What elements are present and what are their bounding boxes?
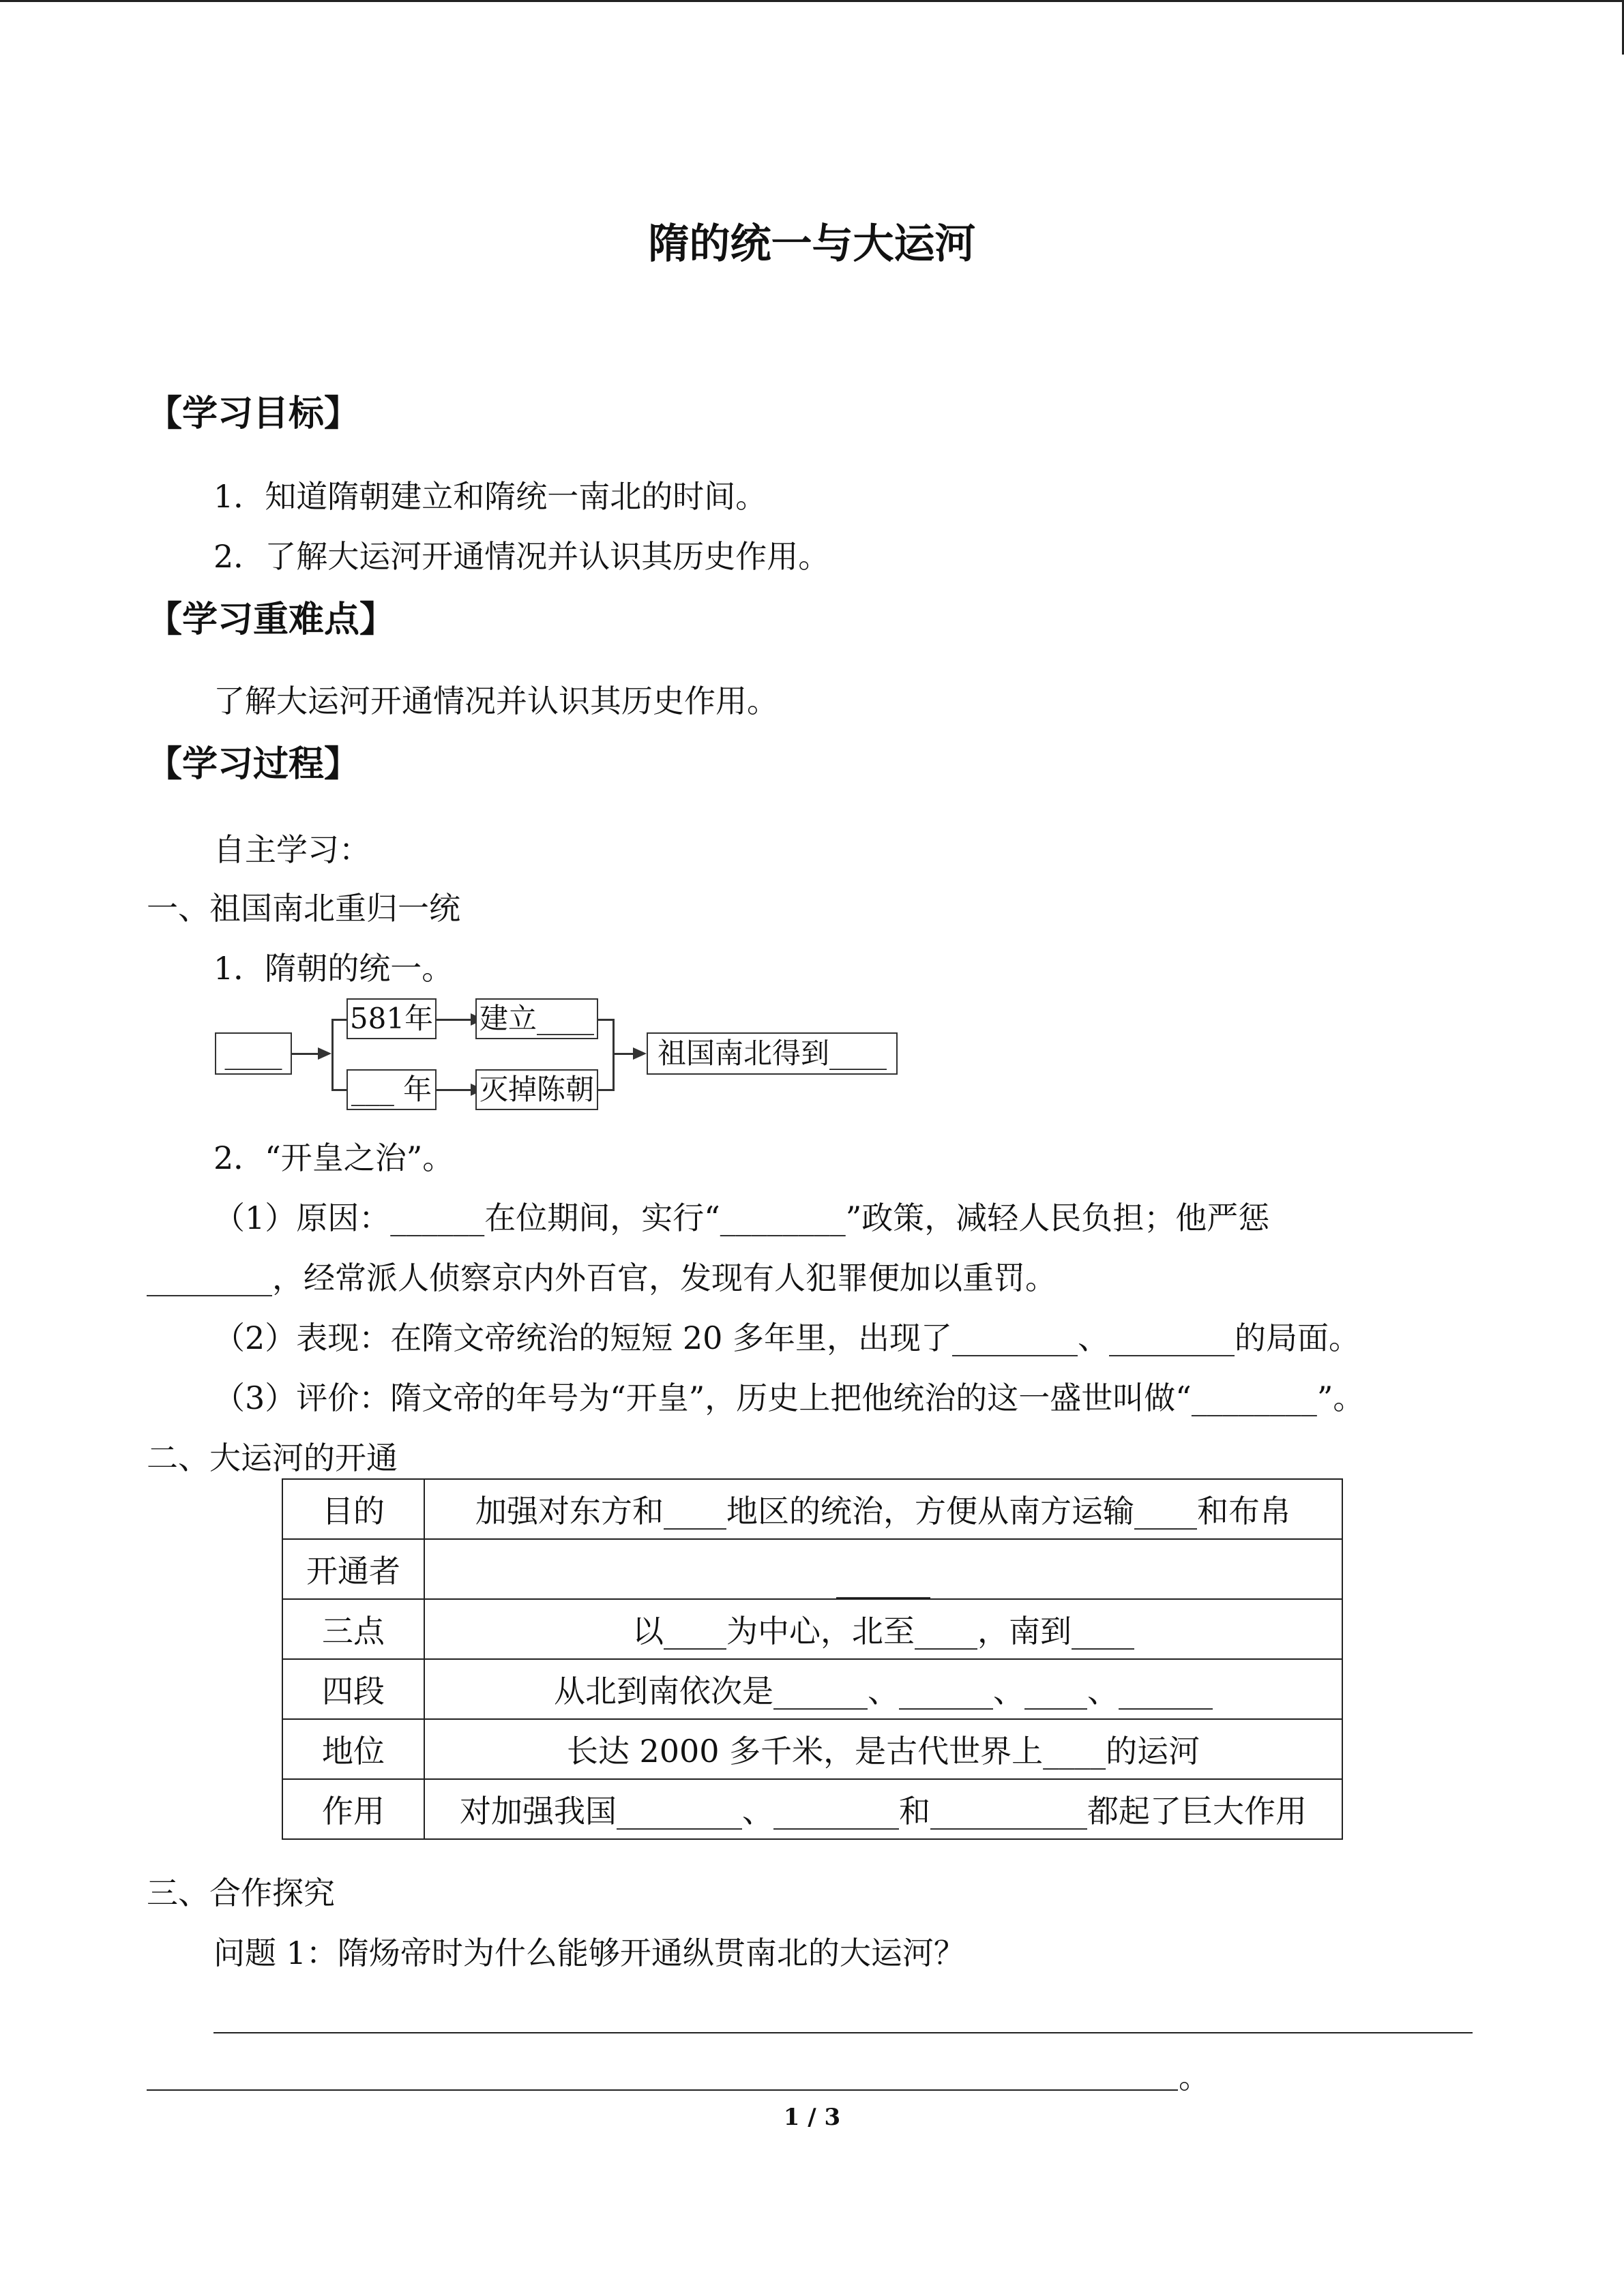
diagram-connector <box>437 1089 472 1091</box>
table-row <box>282 1659 1342 1719</box>
part2-heading: 二、大运河的开通 <box>147 1440 398 1476</box>
row-content-status: 长达 2000 多千米，是古代世界上____的运河 <box>424 1719 1342 1779</box>
table-row <box>282 1719 1342 1779</box>
row-label-purpose: 目的 <box>282 1479 424 1539</box>
part3-heading: 三、合作探究 <box>147 1875 335 1911</box>
question-performance: （2）表现：在隋文帝统治的短短 20 多年里，出现了________、________的局面。 <box>213 1320 1361 1356</box>
part1-item1: 1．隋朝的统一。 <box>213 950 454 987</box>
answer-end-mark: 。 <box>1179 2059 1210 2096</box>
row-content-purpose: 加强对东方和____地区的统治，方便从南方运输____和布帛 <box>424 1479 1342 1539</box>
answer-line[interactable] <box>213 2032 1473 2033</box>
question-reason-line2: ________，经常派人侦察京内外百官，发现有人犯罪便加以重罚。 <box>147 1259 1057 1296</box>
row-label-four-sections: 四段 <box>282 1659 424 1719</box>
diagram-destroy-chen-box: 灭掉陈朝 <box>475 1069 598 1110</box>
row-label-function: 作用 <box>282 1779 424 1839</box>
page-title: 隋的统一与大运河 <box>648 220 976 268</box>
diagram-arrow <box>633 1047 647 1060</box>
table-row <box>282 1599 1342 1659</box>
diagram-year-blank-box: ___ 年 <box>346 1069 437 1110</box>
goal-item-2: 2．了解大运河开通情况并认识其历史作用。 <box>213 538 830 575</box>
table-row <box>282 1779 1342 1839</box>
row-label-builder: 开通者 <box>282 1539 424 1599</box>
diagram-year-581-box: 581年 <box>346 998 437 1039</box>
part1-heading: 一、祖国南北重归一统 <box>147 890 460 927</box>
row-content-three-points: 以____为中心，北至____，南到____ <box>424 1599 1342 1659</box>
diagram-connector <box>612 1053 634 1055</box>
diagram-bracket-right <box>612 1019 615 1091</box>
row-content-builder: ______ <box>424 1539 1342 1599</box>
answer-line[interactable] <box>147 2089 1178 2091</box>
row-content-four-sections: 从北到南依次是______、______、____、______ <box>424 1659 1342 1719</box>
page-number: 1 / 3 <box>783 2104 841 2131</box>
grand-canal-table <box>282 1478 1343 1840</box>
section-heading-process: 【学习过程】 <box>147 744 360 785</box>
question-reason-line1: （1）原因：______在位期间，实行“________”政策，减轻人民负担；他严惩 <box>213 1199 1270 1236</box>
row-label-status: 地位 <box>282 1719 424 1779</box>
question-1: 问题 1：隋炀帝时为什么能够开通纵贯南北的大运河？ <box>213 1935 965 1971</box>
diagram-connector <box>331 1089 346 1091</box>
page-top-border <box>0 0 1624 2</box>
diagram-connector <box>437 1019 472 1021</box>
section-heading-goals: 【学习目标】 <box>147 393 360 434</box>
self-study-label: 自主学习： <box>213 831 370 868</box>
table-row <box>282 1539 1342 1599</box>
diagram-connector <box>598 1019 613 1021</box>
diagram-connector <box>292 1053 319 1055</box>
diagram-connector <box>331 1019 346 1021</box>
goal-item-1: 1．知道隋朝建立和隋统一南北的时间。 <box>213 478 767 515</box>
row-content-function: 对加强我国________、________和__________都起了巨大作用 <box>424 1779 1342 1839</box>
diagram-bracket-left <box>331 1019 334 1091</box>
part1-item2: 2．“开皇之治”。 <box>213 1139 454 1176</box>
diagram-founded-box: 建立____ <box>475 998 598 1039</box>
diagram-result-box: 祖国南北得到____ <box>647 1032 898 1075</box>
key-points-text: 了解大运河开通情况并认识其历史作用。 <box>213 683 778 719</box>
diagram-arrow <box>318 1047 331 1060</box>
row-label-three-points: 三点 <box>282 1599 424 1659</box>
table-row <box>282 1479 1342 1539</box>
question-evaluation: （3）评价：隋文帝的年号为“开皇”，历史上把他统治的这一盛世叫做“________”。 <box>213 1380 1365 1416</box>
section-heading-key-points: 【学习重难点】 <box>147 599 396 640</box>
diagram-connector <box>598 1089 613 1091</box>
diagram-dynasty-box: ____ <box>215 1032 292 1075</box>
